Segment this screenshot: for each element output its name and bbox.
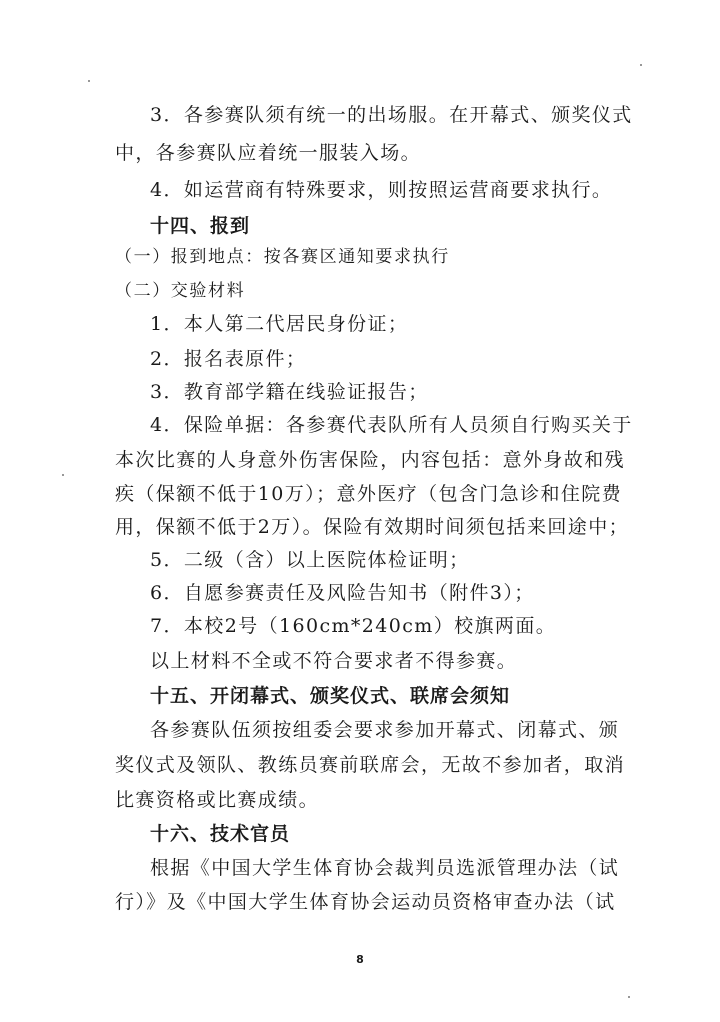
subsection-materials: （二）交验材料 [115, 281, 246, 301]
material-item-6: 6．自愿参赛责任及风险告知书（附件3）； [150, 582, 535, 604]
ceremonies-paragraph-line3: 比赛资格或比赛成绩。 [115, 789, 320, 811]
ceremonies-paragraph-line2: 奖仪式及领队、教练员赛前联席会，无故不参加者，取消 [115, 754, 626, 776]
materials-note: 以上材料不全或不符合要求者不得参赛。 [150, 650, 518, 672]
material-item-4-line2: 本次比赛的人身意外伤害保险，内容包括：意外身故和残 [115, 449, 626, 471]
material-item-7: 7．本校2号（160cm*240cm）校旗两面。 [150, 615, 557, 637]
section-heading-ceremonies: 十五、开闭幕式、颁奖仪式、联席会须知 [150, 685, 511, 707]
material-item-4-line1: 4．保险单据：各参赛代表队所有人员须自行购买关于 [150, 414, 633, 436]
material-item-1: 1．本人第二代居民身份证； [150, 313, 409, 335]
rule-uniform-line2: 中，各参赛队应着统一服装入场。 [115, 142, 422, 164]
page-number: 8 [356, 953, 364, 966]
rule-operator: 4．如运营商有特殊要求，则按照运营商要求执行。 [150, 179, 613, 201]
scan-speck [88, 80, 90, 82]
scan-speck [62, 474, 64, 476]
material-item-4-line3: 疾（保额不低于10万）；意外医疗（包含门急诊和住院费 [115, 483, 623, 505]
scan-speck [628, 996, 630, 998]
rule-uniform-line1: 3．各参赛队须有统一的出场服。在开幕式、颁奖仪式 [150, 104, 633, 126]
section-heading-registration: 十四、报到 [150, 215, 251, 237]
scan-speck [640, 64, 642, 66]
material-item-5: 5．二级（含）以上医院体检证明； [150, 549, 470, 571]
ceremonies-paragraph-line1: 各参赛队伍须按组委会要求参加开幕式、闭幕式、颁 [150, 719, 620, 741]
section-heading-officials: 十六、技术官员 [150, 823, 291, 845]
officials-paragraph-line1: 根据《中国大学生体育协会裁判员选派管理办法（试 [150, 857, 620, 879]
material-item-3: 3．教育部学籍在线验证报告； [150, 381, 429, 403]
officials-paragraph-line2: 行）》及《中国大学生体育协会运动员资格审查办法（试 [115, 891, 616, 913]
material-item-2: 2．报名表原件； [150, 348, 307, 370]
subsection-registration-location: （一）报到地点：按各赛区通知要求执行 [115, 247, 450, 267]
material-item-4-line4: 用，保额不低于2万）。保险有效期时间须包括来回途中； [115, 516, 629, 538]
